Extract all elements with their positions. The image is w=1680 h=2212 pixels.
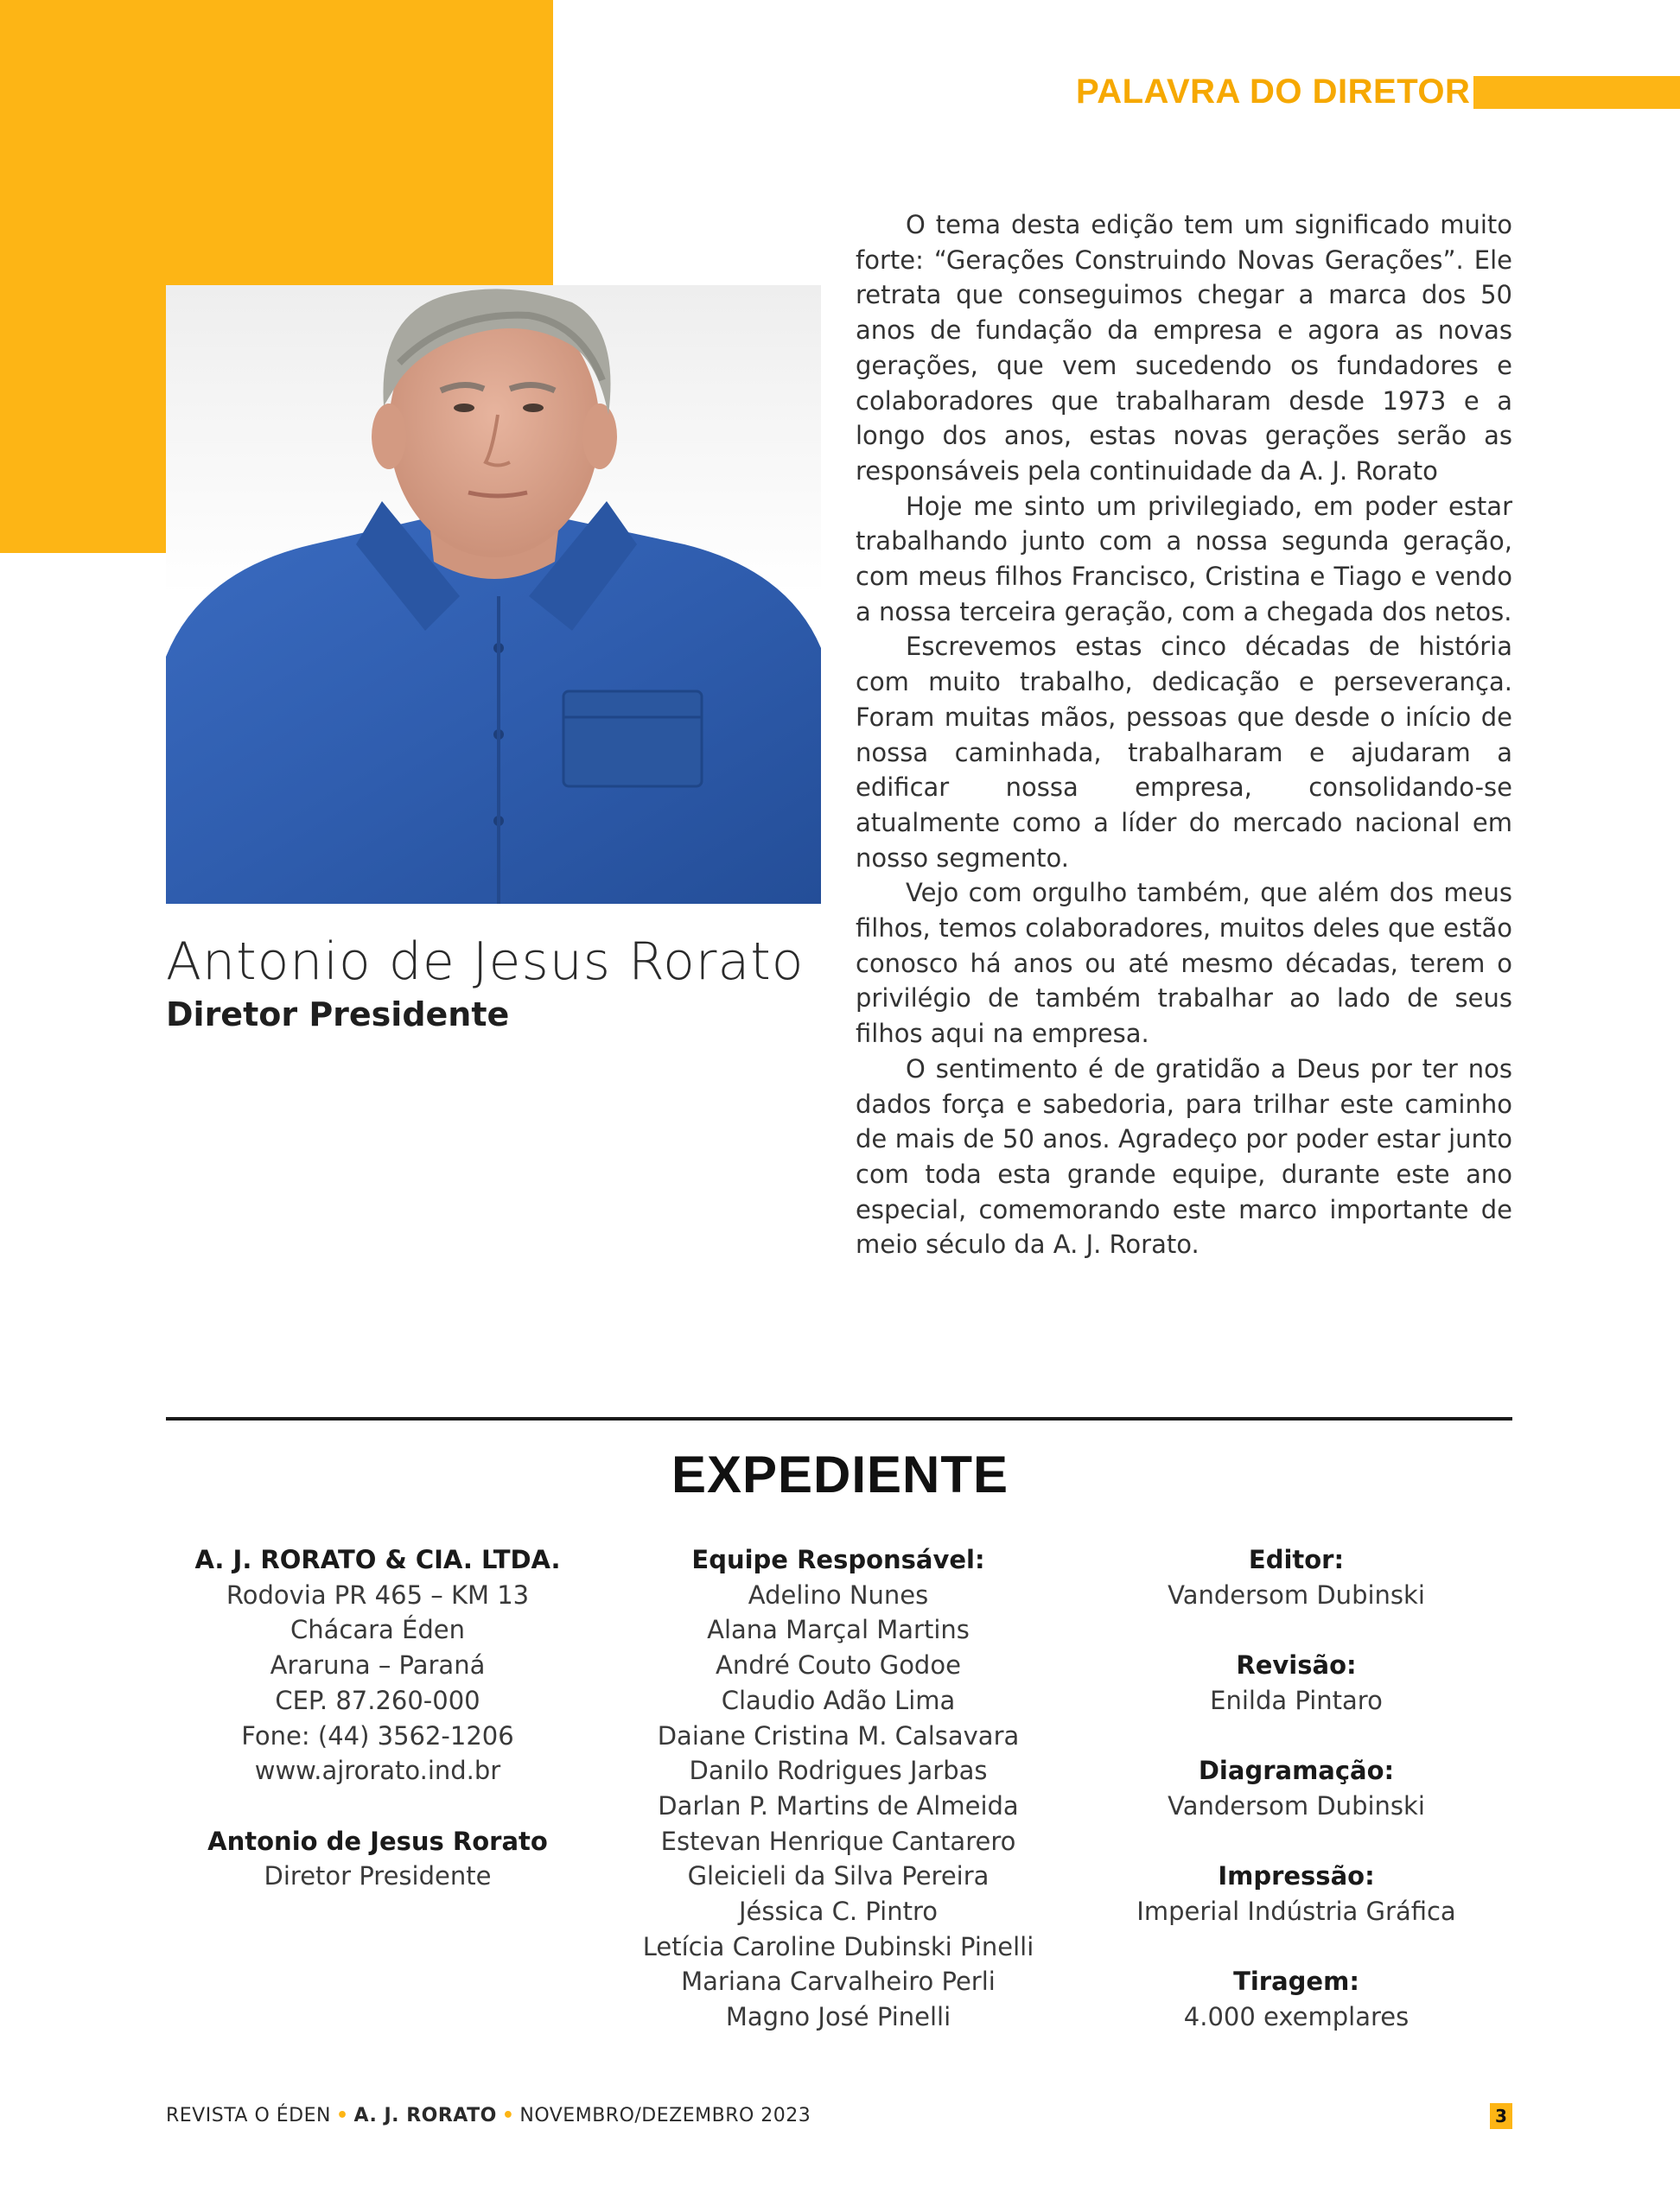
credit-value: 4.000 exemplares (1183, 2002, 1410, 2032)
team-heading: Equipe Responsável: (691, 1545, 985, 1574)
section-divider (166, 1417, 1512, 1421)
team-member: Mariana Carvalheiro Perli (681, 1967, 996, 1997)
editorial-article (856, 207, 1512, 1262)
footer-separator-dot: • (335, 2105, 349, 2126)
team-member: Letícia Caroline Dubinski Pinelli (642, 1931, 1034, 1961)
director-name: Antonio de Jesus Rorato (166, 931, 805, 992)
company-website: www.ajrorato.ind.br (254, 1756, 501, 1786)
team-member: André Couto Godoe (716, 1650, 961, 1681)
company-name: A. J. RORATO & CIA. LTDA. (194, 1545, 561, 1574)
company-info-column (166, 1542, 589, 1894)
footer-brand: A. J. RORATO (353, 2105, 497, 2126)
article-paragraph: Escrevemos estas cinco décadas de história com muito trabalho, dedicação e perseverança. Foram muitas mãos, pessoas que desde o início de nossa caminhada, trabalharam e ajudaram a edificar nossa empresa, consolidando-se atualmente como a líder do mercado nacional em nosso segmento. (856, 632, 1512, 873)
team-member: Estevan Henrique Cantarero (660, 1826, 1016, 1856)
company-line: Rodovia PR 465 – KM 13 (226, 1580, 530, 1610)
credit-label: Revisão: (1236, 1650, 1357, 1681)
credit-value: Vandersom Dubinski (1168, 1790, 1425, 1821)
article-paragraph: Hoje me sinto um privilegiado, em poder estar trabalhando junto com a nossa segunda geração, com meus filhos Francisco, Cristina e Tiago e vendo a nossa terceira geração, com a chegada dos netos. (856, 491, 1512, 626)
company-line: Fone: (44) 3562-1206 (241, 1720, 514, 1751)
team-member: Danilo Rodrigues Jarbas (689, 1756, 988, 1786)
footer-magazine: REVISTA O ÉDEN (166, 2105, 331, 2126)
company-line: CEP. 87.260-000 (275, 1685, 480, 1715)
team-column (614, 1542, 1063, 2035)
credit-label: Tiragem: (1233, 1967, 1359, 1997)
director-role: Diretor Presidente (166, 995, 510, 1033)
team-member: Magno José Pinelli (725, 2002, 951, 2032)
article-paragraph: Vejo com orgulho também, que além dos meus filhos, temos colaboradores, muitos deles que estão conosco há anos ou até mesmo décadas, terem o privilégio de também trabalhar ao lado de seus filhos aqui na empresa. (856, 878, 1512, 1049)
team-member: Daiane Cristina M. Calsavara (657, 1720, 1020, 1751)
credit-value: Enilda Pintaro (1210, 1685, 1383, 1715)
article-paragraph: O sentimento é de gratidão a Deus por ter nos dados força e sabedoria, para trilhar este caminho de mais de 50 anos. Agradeço por poder estar junto com toda esta grande equipe, durante este ano especial, comemorando este marco importante de meio século da A. J. Rorato. (856, 1053, 1512, 1260)
team-member: Claudio Adão Lima (721, 1685, 956, 1715)
page-number: 3 (1490, 2103, 1512, 2129)
credit-label: Impressão: (1218, 1861, 1375, 1891)
section-accent-bar (1473, 76, 1680, 109)
company-line: Chácara Éden (290, 1615, 465, 1645)
credit-label: Editor: (1248, 1545, 1345, 1574)
credit-value: Vandersom Dubinski (1168, 1580, 1425, 1610)
footer-separator-dot: • (501, 2105, 515, 2126)
page-footer (166, 2105, 811, 2126)
team-member: Gleicieli da Silva Pereira (687, 1861, 990, 1891)
credits-column (1080, 1542, 1512, 2035)
expediente-title: EXPEDIENTE (671, 1446, 1009, 1503)
footer-date: NOVEMBRO/DEZEMBRO 2023 (519, 2105, 811, 2126)
company-person-name: Antonio de Jesus Rorato (207, 1826, 548, 1856)
credit-value: Imperial Indústria Gráfica (1136, 1896, 1456, 1926)
team-member: Darlan P. Martins de Almeida (658, 1790, 1019, 1821)
section-title: PALAVRA DO DIRETOR (1076, 73, 1471, 111)
team-member: Alana Marçal Martins (707, 1615, 970, 1645)
director-portrait (166, 285, 821, 904)
company-line: Araruna – Paraná (270, 1650, 486, 1681)
team-member: Adelino Nunes (748, 1580, 929, 1610)
team-member: Jéssica C. Pintro (739, 1897, 938, 1927)
article-paragraph: O tema desta edição tem um significado muito forte: “Gerações Construindo Novas Gerações”. Ele retrata que conseguimos chegar a marca dos 50 anos de fundação da empresa e agora as novas gerações, que vem sucedendo os fundadores e colaboradores que trabalharam desde 1973 e a longo dos anos, estas novas gerações serão as responsáveis pela continuidade da A. J. Rorato (856, 210, 1512, 486)
company-person-role: Diretor Presidente (264, 1861, 492, 1891)
credit-label: Diagramação: (1198, 1756, 1395, 1786)
